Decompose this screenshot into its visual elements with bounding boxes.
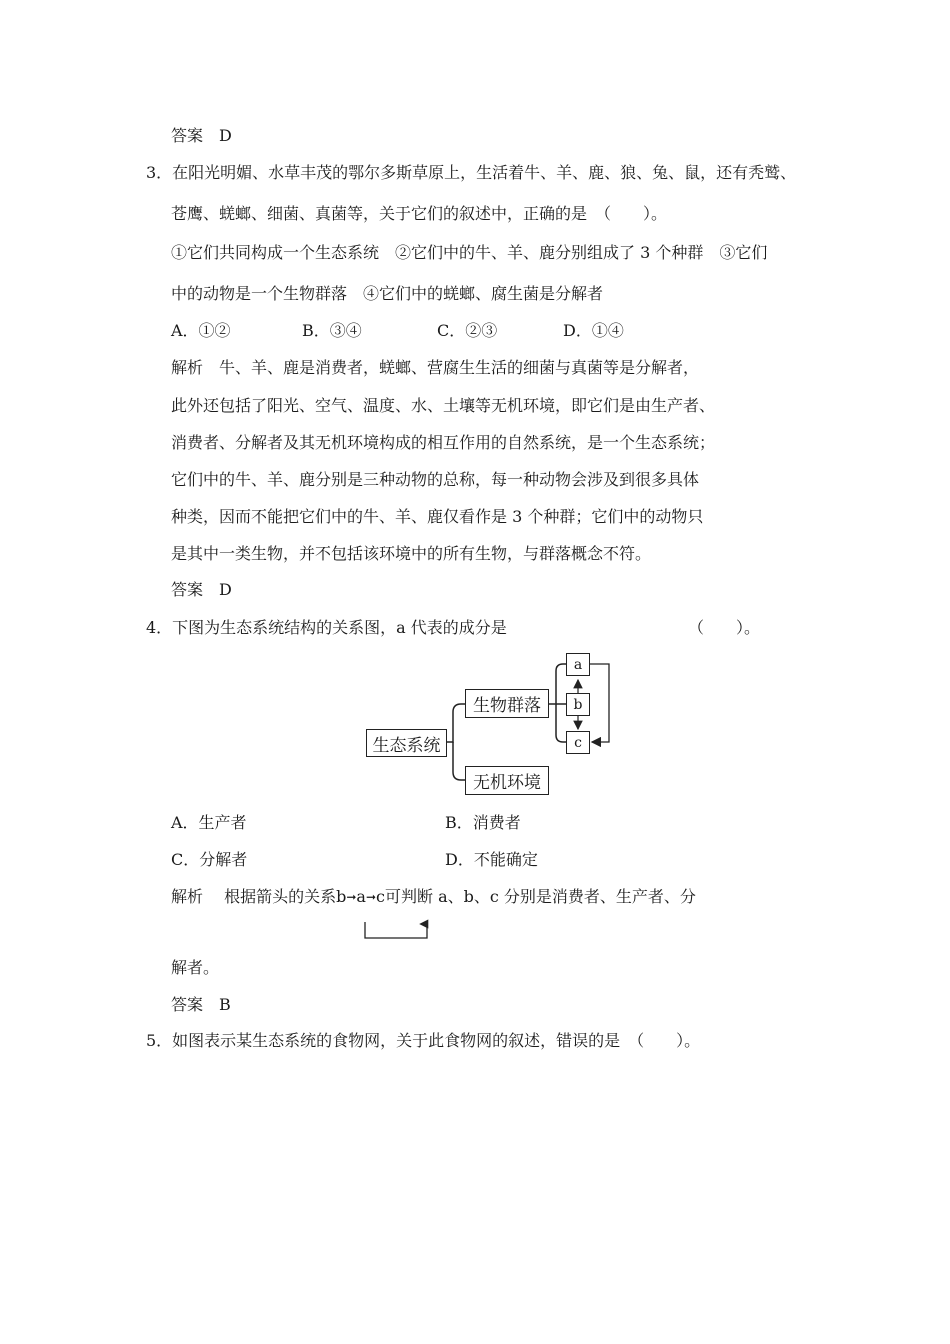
q3-analysis-line: 种类，因而不能把它们中的牛、羊、鹿仅看作是 3 个种群；它们中的动物只 [171,507,704,526]
q5-stem: 5．如图表示某生态系统的食物网，关于此食物网的叙述，错误的是 （ ）。 [146,1031,701,1050]
ecosystem-box: 生态系统 [366,729,447,757]
arrow-right-icon: ➞ [346,890,357,904]
q4-analysis-cont: 解者。 [171,958,220,977]
q3-analysis-line: 它们中的牛、羊、鹿分别是三种动物的总称，每一种动物会涉及到很多具体 [171,470,700,489]
q3-analysis-line: 解析 牛、羊、鹿是消费者，蜣螂、营腐生生活的细菌与真菌等是分解者， [171,358,700,377]
q4-option-a: A．生产者 [171,813,247,832]
q3-option-c: C．②③ [437,321,498,340]
q4-stem: 4．下图为生态系统结构的关系图，a 代表的成分是 [146,618,507,637]
q4-analysis-prefix: 解析 根据箭头的关系 [171,887,337,906]
chain-a: a [356,887,366,906]
q4-blank: （ ）。 [688,618,761,637]
q3-stem-line2: 苍鹰、蜣螂、细菌、真菌等，关于它们的叙述中，正确的是 （ ）。 [171,204,668,223]
q3-statement-line2: 中的动物是一个生物群落 ④它们中的蜣螂、腐生菌是分解者 [171,284,604,303]
q3-stem-line1: 3．在阳光明媚、水草丰茂的鄂尔多斯草原上，生活着牛、羊、鹿、狼、兔、鼠，还有秃鹫、 [146,163,797,182]
community-box: 生物群落 [465,689,549,718]
chain-c: c [376,887,385,906]
q3-statement-line1: ①它们共同构成一个生态系统 ②它们中的牛、羊、鹿分别组成了 3 个种群 ③它们 [171,243,768,262]
q2-answer: 答案 D [171,126,232,145]
q3-answer: 答案 D [171,580,232,599]
q3-option-d: D．①④ [563,321,624,340]
q4-option-b: B．消费者 [445,813,521,832]
q4-option-c: C．分解者 [171,850,248,869]
environment-box: 无机环境 [465,766,549,795]
arrow-right-icon: ➞ [365,890,377,904]
q4-answer: 答案 B [171,995,231,1014]
chain-b: b [336,887,347,906]
node-a-box: a [566,653,590,676]
q4-analysis-suffix: 可判断 a、b、c 分别是消费者、生产者、分 [384,887,696,906]
node-c-box: c [566,731,590,754]
q3-analysis-line: 此外还包括了阳光、空气、温度、水、土壤等无机环境，即它们是由生产者、 [171,396,716,415]
q3-option-a: A．①② [171,321,231,340]
q3-analysis-line: 消费者、分解者及其无机环境构成的相互作用的自然系统，是一个生态系统； [171,433,716,452]
q3-option-b: B．③④ [302,321,362,340]
q3-analysis-line: 是其中一类生物，并不包括该环境中的所有生物，与群落概念不符。 [171,544,652,563]
node-b-box: b [566,693,590,716]
q4-option-d: D．不能确定 [445,850,538,869]
